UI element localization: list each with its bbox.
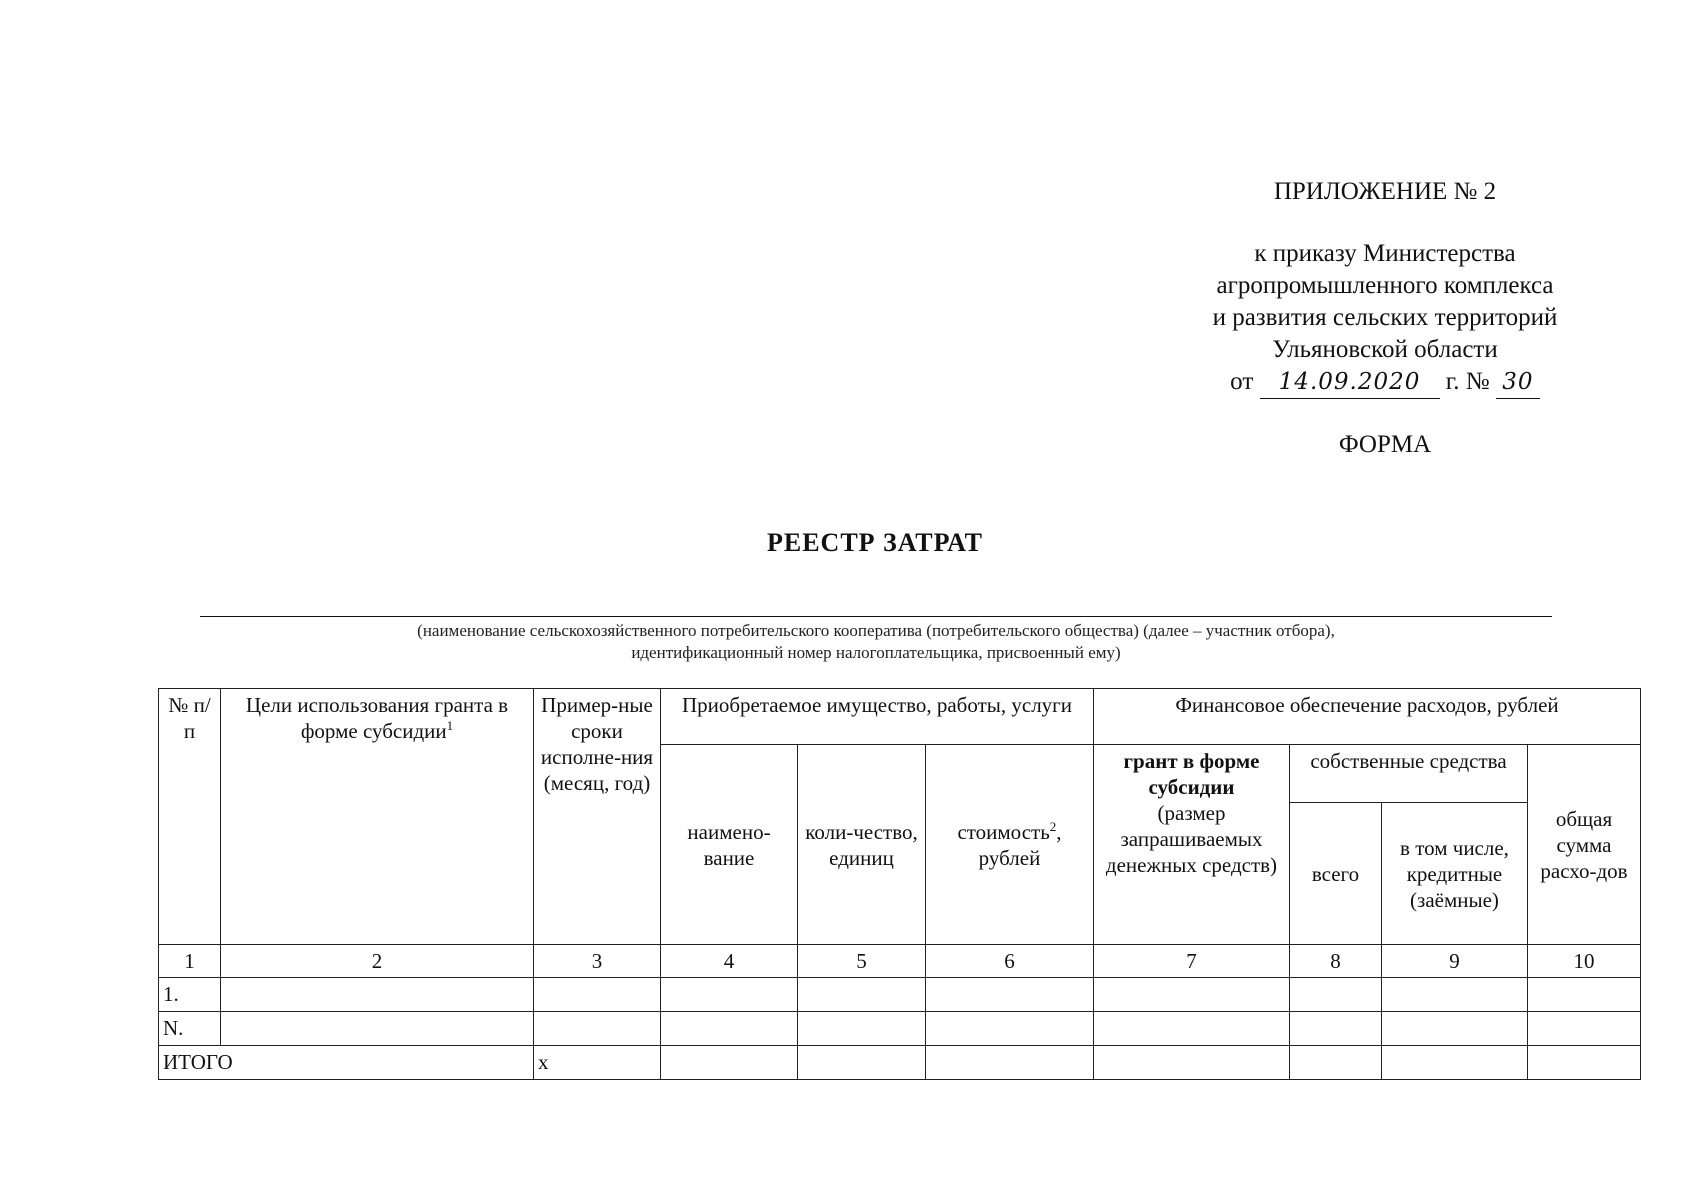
header-goals-text: Цели использования гранта в форме субсидии: [245, 693, 509, 743]
total-row: [159, 1046, 1641, 1080]
empty-cell: [1528, 978, 1641, 1012]
document-title: РЕЕСТР ЗАТРАТ: [766, 528, 983, 557]
header-finance-group: Финансовое обеспечение расходов, рублей: [1094, 689, 1641, 745]
row-number-cell: N.: [159, 1012, 221, 1046]
empty-cell: [926, 1012, 1094, 1046]
empty-cell: [798, 1046, 926, 1080]
header-quantity: коли-чество, единиц: [798, 745, 926, 945]
header-no: № п/п: [159, 689, 221, 945]
column-number: 7: [1094, 945, 1290, 978]
empty-cell: [1094, 1012, 1290, 1046]
header-total-expenses: общая сумма расхо-дов: [1528, 745, 1641, 945]
annex-line-3: и развития сельских территорий: [1212, 304, 1558, 331]
empty-cell: [1528, 1012, 1641, 1046]
caption-line-1: (наименование сельскохозяйственного потребительского кооператива (потребительского общества) (далее – участник отбора),: [417, 621, 1335, 640]
empty-cell: [1382, 1046, 1528, 1080]
table-row: [159, 978, 1641, 1012]
column-number: 2: [221, 945, 534, 978]
empty-cell: [661, 1012, 798, 1046]
empty-cell: [221, 978, 534, 1012]
organization-caption: [200, 620, 1552, 664]
column-numbers-row: [159, 945, 1641, 978]
cost-register-table: [158, 688, 1641, 1080]
annex-block: [1160, 176, 1610, 461]
empty-cell: [661, 1046, 798, 1080]
empty-cell: [1290, 978, 1382, 1012]
empty-cell: [798, 1012, 926, 1046]
empty-cell: [1290, 1046, 1382, 1080]
empty-cell: [534, 1012, 661, 1046]
annex-line-2: агропромышленного комплекса: [1216, 272, 1554, 299]
header-cost-text: стоимость: [957, 819, 1050, 844]
header-grant: [1094, 745, 1290, 945]
empty-cell: [1528, 1046, 1641, 1080]
header-goals: [221, 689, 534, 945]
annex-line-4: Ульяновской области: [1272, 336, 1498, 363]
order-date-line: [1230, 366, 1540, 399]
empty-cell: [1094, 978, 1290, 1012]
organization-name-line: [200, 616, 1552, 617]
header-own-credit: в том числе, кредитные (заёмные): [1382, 803, 1528, 945]
form-label: ФОРМА: [1338, 431, 1432, 458]
header-own-total: всего: [1290, 803, 1382, 945]
header-cost: [926, 745, 1094, 945]
handwritten-number: 30: [1496, 366, 1540, 399]
header-own-funds-group: собственные средства: [1290, 745, 1528, 803]
header-row-1: [159, 689, 1641, 745]
empty-cell: [221, 1012, 534, 1046]
total-terms-cell: х: [534, 1046, 661, 1080]
footnote-1-mark: 1: [446, 718, 454, 733]
total-label: ИТОГО: [159, 1046, 534, 1080]
row-number-cell: 1.: [159, 978, 221, 1012]
caption-line-2: идентификационный номер налогоплательщика, присвоенный ему): [631, 643, 1121, 662]
column-number: 9: [1382, 945, 1528, 978]
column-number: 5: [798, 945, 926, 978]
footnote-2-mark: 2: [1049, 818, 1057, 834]
column-number: 10: [1528, 945, 1641, 978]
empty-cell: [1382, 1012, 1528, 1046]
table-row: [159, 1012, 1641, 1046]
empty-cell: [1094, 1046, 1290, 1080]
empty-cell: [926, 1046, 1094, 1080]
header-grant-rest: (размер запрашиваемых денежных средств): [1105, 801, 1278, 877]
column-number: 8: [1290, 945, 1382, 978]
empty-cell: [661, 978, 798, 1012]
empty-cell: [534, 978, 661, 1012]
annex-heading: ПРИЛОЖЕНИЕ № 2: [1273, 178, 1497, 205]
header-grant-bold: грант в форме субсидии: [1123, 749, 1260, 799]
column-number: 1: [159, 945, 221, 978]
header-terms: Пример-ные сроки исполне-ния (месяц, год): [534, 689, 661, 945]
header-name: наимено-вание: [661, 745, 798, 945]
header-property-group: Приобретаемое имущество, работы, услуги: [661, 689, 1094, 745]
column-number: 6: [926, 945, 1094, 978]
annex-line-1: к приказу Министерства: [1254, 240, 1516, 267]
column-number: 4: [661, 945, 798, 978]
date-prefix: от: [1230, 368, 1254, 395]
handwritten-date: 14.09.2020: [1260, 366, 1440, 399]
empty-cell: [926, 978, 1094, 1012]
empty-cell: [1290, 1012, 1382, 1046]
header-cost-tail: , рублей: [978, 819, 1062, 870]
column-number: 3: [534, 945, 661, 978]
empty-cell: [1382, 978, 1528, 1012]
number-prefix: г. №: [1445, 368, 1490, 395]
empty-cell: [798, 978, 926, 1012]
